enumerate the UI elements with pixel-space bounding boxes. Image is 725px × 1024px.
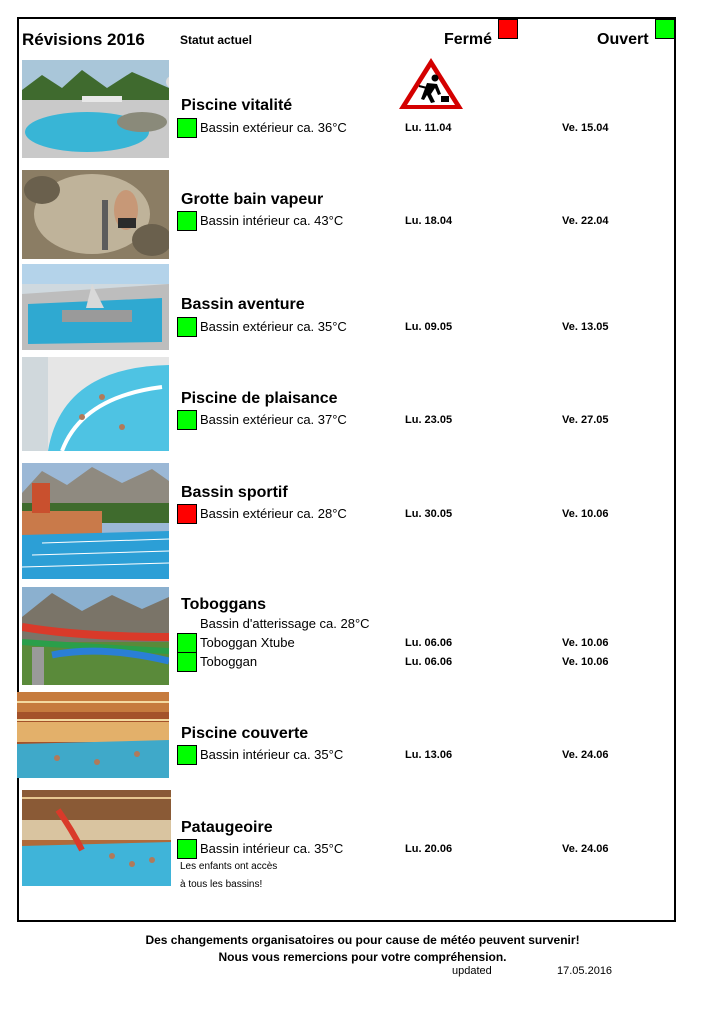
pool-name: Toboggans — [181, 596, 267, 613]
photo-toboggans — [22, 587, 169, 685]
photo-grotte-bain-vapeur — [22, 170, 169, 259]
status-indicator — [177, 410, 197, 430]
closure-start-date: Lu. 09.05 — [405, 321, 453, 333]
pool-name: Piscine vitalité — [181, 97, 293, 114]
closure-end-date: Ve. 13.05 — [562, 321, 609, 333]
status-indicator — [177, 118, 197, 138]
photo-bassin-sportif — [22, 463, 169, 579]
closure-start-date: Lu. 23.05 — [405, 414, 453, 426]
closure-end-date: Ve. 10.06 — [562, 656, 609, 668]
photo-piscine-de-plaisance — [22, 357, 169, 451]
closure-start-date: Lu. 11.04 — [405, 122, 452, 134]
closure-start-date: Lu. 06.06 — [405, 637, 453, 649]
pool-name: Bassin aventure — [181, 296, 305, 313]
pool-detail: Bassin extérieur ca. 28°C — [200, 506, 347, 521]
closure-end-date: Ve. 24.06 — [562, 749, 609, 761]
closure-end-date: Ve. 24.06 — [562, 843, 609, 855]
closure-end-date: Ve. 10.06 — [562, 508, 609, 520]
status-indicator — [177, 633, 197, 653]
status-indicator — [177, 745, 197, 765]
closure-start-date: Lu. 20.06 — [405, 843, 453, 855]
status-indicator — [177, 211, 197, 231]
pool-name: Pataugeoire — [181, 819, 273, 836]
pool-detail: Toboggan — [200, 654, 258, 669]
pool-subtitle: Bassin d'atterissage ca. 28°C — [200, 616, 370, 631]
closure-end-date: Ve. 15.04 — [562, 122, 609, 134]
closure-start-date: Lu. 18.04 — [405, 215, 453, 227]
roadwork-sign-icon — [397, 56, 465, 112]
page-title: Révisions 2016 — [22, 30, 145, 49]
closure-start-date: Lu. 13.06 — [405, 749, 453, 761]
footer-thanks: Nous vous remercions pour votre compréhension. — [218, 950, 507, 964]
pool-detail: Bassin extérieur ca. 37°C — [200, 412, 347, 427]
status-indicator — [177, 504, 197, 524]
photo-piscine-couverte — [17, 692, 169, 778]
pool-name: Piscine couverte — [181, 725, 309, 742]
pool-detail: Bassin intérieur ca. 35°C — [200, 841, 344, 856]
status-indicator — [177, 317, 197, 337]
pool-note: à tous les bassins! — [180, 879, 263, 890]
photo-bassin-aventure — [22, 264, 169, 350]
closure-end-date: Ve. 22.04 — [562, 215, 609, 227]
pool-detail: Bassin extérieur ca. 35°C — [200, 319, 347, 334]
pool-note: Les enfants ont accès — [180, 861, 278, 872]
closure-start-date: Lu. 06.06 — [405, 656, 453, 668]
status-indicator — [177, 652, 197, 672]
pool-detail: Bassin intérieur ca. 35°C — [200, 747, 344, 762]
updated-date: 17.05.2016 — [557, 965, 613, 977]
pool-detail: Bassin extérieur ca. 36°C — [200, 120, 347, 135]
pool-name: Grotte bain vapeur — [181, 191, 324, 208]
status-indicator — [177, 839, 197, 859]
footer-notice: Des changements organisatoires ou pour cause de météo peuvent survenir! — [145, 933, 580, 947]
open-legend-label: Ouvert — [597, 31, 649, 48]
pool-detail: Toboggan Xtube — [200, 635, 295, 650]
pool-name: Piscine de plaisance — [181, 390, 338, 407]
open-legend-swatch — [655, 19, 675, 39]
status-column-label: Statut actuel — [180, 33, 253, 47]
closed-legend-swatch — [498, 19, 518, 39]
updated-label: updated — [452, 965, 492, 977]
photo-piscine-vitalite — [22, 60, 169, 158]
photo-pataugeoire — [22, 790, 171, 886]
pool-detail: Bassin intérieur ca. 43°C — [200, 213, 344, 228]
closure-end-date: Ve. 10.06 — [562, 637, 609, 649]
pool-name: Bassin sportif — [181, 484, 288, 501]
closure-end-date: Ve. 27.05 — [562, 414, 609, 426]
closure-start-date: Lu. 30.05 — [405, 508, 453, 520]
closed-legend-label: Fermé — [444, 31, 493, 48]
